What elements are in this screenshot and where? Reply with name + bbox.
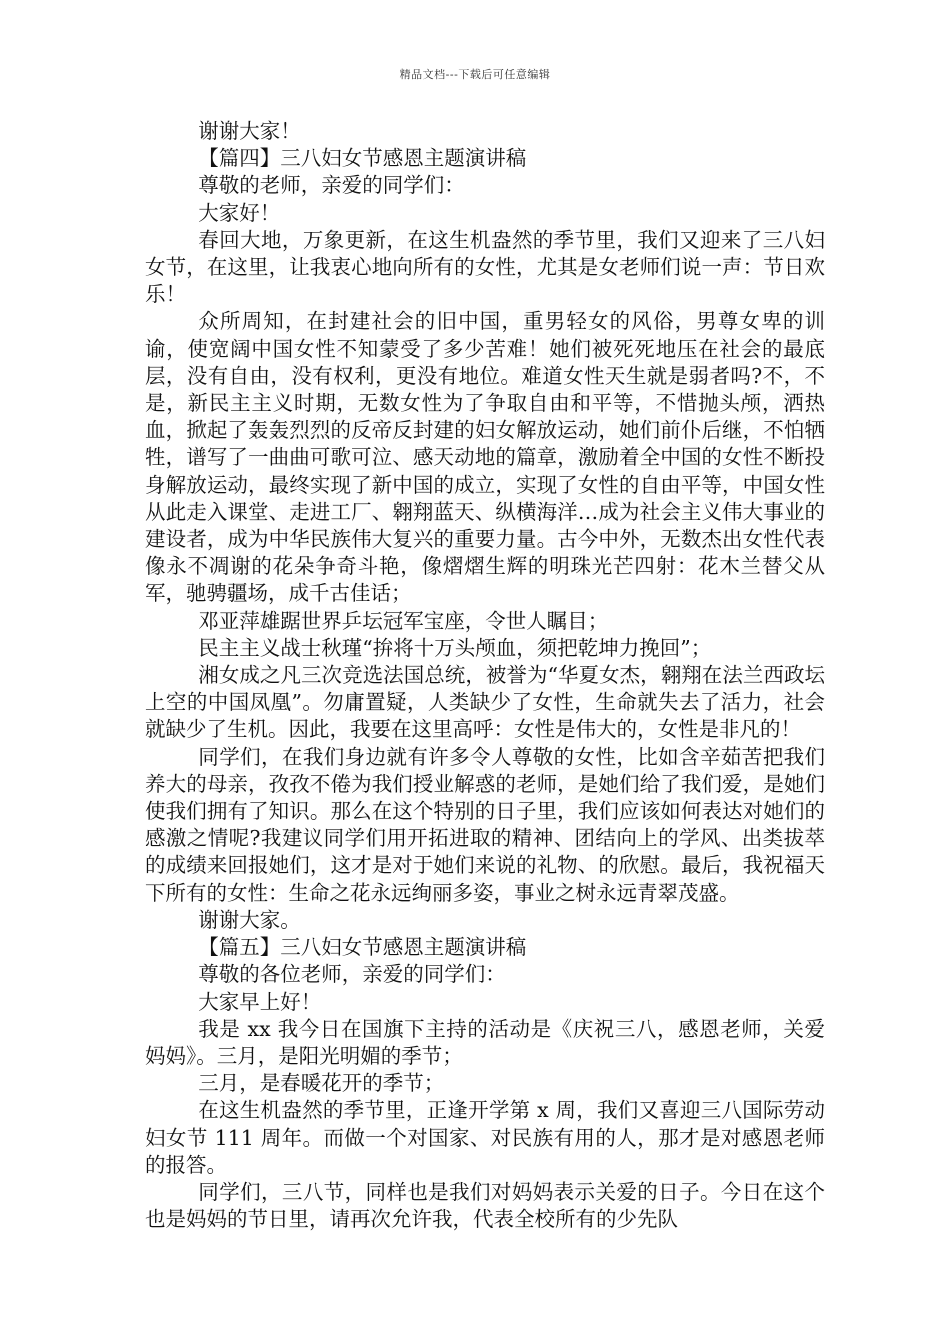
closing-thanks: 谢谢大家。 — [198, 907, 301, 932]
paragraph: 民主主义战士秋瑾“拚将十万头颅血，须把乾坤力挽回”； — [198, 635, 712, 660]
paragraph: 邓亚萍雄踞世界乒坛冠军宝座，令世人瞩目； — [198, 608, 609, 633]
paragraph: 春回大地，万象更新，在这生机盎然的季节里，我们又迎来了三八妇女节，在这里，让我衷心地向所有的女性，尤其是女老师们说一声：节日欢乐！ — [145, 227, 825, 307]
salutation: 尊敬的老师，亲爱的同学们： — [198, 173, 465, 198]
paragraph: 湘女成之凡三次竞选法国总统，被誉为“华夏女杰，翱翔在法兰西政坛上空的中国凤凰”。勿庸置疑，人类缺少了女性，生命就失去了活力，社会就缺少了生机。因此，我要在这里高呼：女性是伟大的，女性是非凡的！ — [145, 663, 825, 742]
section-title-4: 【篇四】三八妇女节感恩主题演讲稿 — [198, 146, 527, 171]
greeting: 大家早上好！ — [198, 989, 322, 1014]
closing-thanks: 谢谢大家！ — [198, 119, 301, 143]
paragraph: 同学们，在我们身边就有许多令人尊敬的女性，比如含辛茹苦把我们养大的母亲，孜孜不倦为我们授业解惑的老师，是她们给了我们爱，是她们使我们拥有了知识。那么在这个特别的日子里，我们应该如何表达对她们的感激之情呢?我建议同学们用开拓进取的精神、团结向上的学风、出类拔萃的成绩来回报她们，这才是对于她们来说的礼物、的欣慰。最后，我祝福天下所有的女性：生命之花永远绚丽多姿，事业之树永远青翠茂盛。 — [145, 744, 825, 905]
paragraph: 在这生机盎然的季节里，正逢开学第 x 周，我们又喜迎三八国际劳动妇女节 111 周年。而做一个对国家、对民族有用的人，那才是对感恩老师的报答。 — [145, 1098, 825, 1177]
paragraph: 我是 xx 我今日在国旗下主持的活动是《庆祝三八，感恩老师，关爱妈妈》。三月，是阳光明媚的季节； — [145, 1016, 825, 1068]
document-body — [145, 118, 825, 1233]
greeting: 大家好！ — [198, 200, 281, 225]
salutation: 尊敬的各位老师，亲爱的同学们： — [198, 962, 506, 987]
paragraph: 众所周知，在封建社会的旧中国，重男轻女的风俗，男尊女卑的训谕，使宽阔中国女性不知蒙受了多少苦难！她们被死死地压在社会的最底层，没有自由，没有权利，更没有地位。难道女性天生就是弱者吗?不，不是，新民主主义时期，无数女性为了争取自由和平等，不惜抛头颅，洒热血，掀起了轰轰烈烈的反帝反封建的妇女解放运动，她们前仆后继，不怕牺牲，谱写了一曲曲可歌可泣、感天动地的篇章，激励着全中国的女性不断投身解放运动，最终实现了新中国的成立，实现了女性的自由平等，中国女性从此走入课堂、走进工厂、翱翔蓝天、纵横海洋…成为社会主义伟大事业的建设者，成为中华民族伟大复兴的重要力量。古今中外，无数杰出女性代表像永不凋谢的花朵争奇斗艳，像熠熠生辉的明珠光芒四射：花木兰替父从军，驰骋疆场，成千古佳话； — [145, 309, 825, 606]
page-header: 精品文档---下载后可任意编辑 — [399, 68, 551, 81]
paragraph: 三月，是春暖花开的季节； — [198, 1071, 445, 1096]
paragraph: 同学们，三八节，同样也是我们对妈妈表示关爱的日子。今日在这个也是妈妈的节日里，请再次允许我，代表全校所有的少先队 — [145, 1179, 825, 1232]
section-title-5: 【篇五】三八妇女节感恩主题演讲稿 — [198, 935, 527, 960]
